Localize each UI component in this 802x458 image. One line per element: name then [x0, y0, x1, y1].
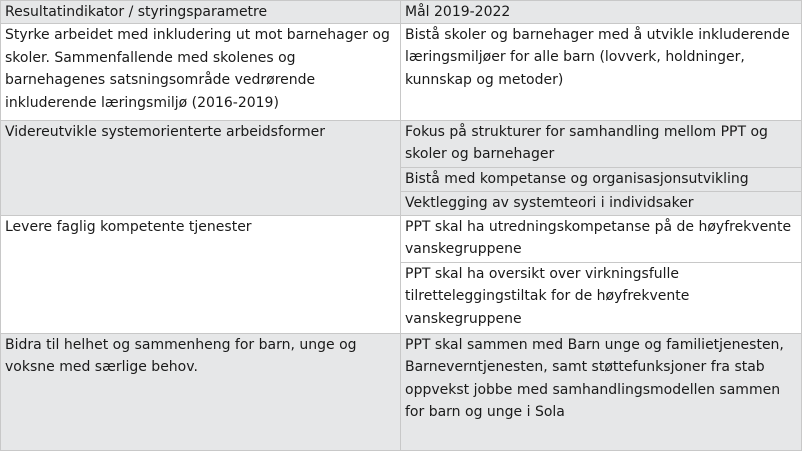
indicator-cell: Styrke arbeidet med inkludering ut mot barnehager og skoler. Sammenfallende med skolenes og barnehagenes satsningsområde vedrørende inkluderende læringsmiljø (2016-2019) — [1, 24, 401, 121]
goal-cell: PPT skal ha oversikt over virkningsfulle tilretteleggingstiltak for de høyfrekvente vanskegruppene — [401, 263, 802, 334]
goal-cell: Bistå med kompetanse og organisasjonsutvikling — [401, 168, 802, 192]
goal-cell: PPT skal ha utredningskompetanse på de høyfrekvente vanskegruppene — [401, 216, 802, 263]
table-header-row — [1, 1, 802, 24]
indicator-cell: Levere faglig kompetente tjenester — [1, 216, 401, 334]
goal-cell: Vektlegging av systemteori i individsaker — [401, 192, 802, 216]
header-indicator: Resultatindikator / styringsparametre — [1, 1, 401, 24]
table-row — [1, 24, 802, 121]
table-row — [1, 121, 802, 168]
indicator-cell: Bidra til helhet og sammenheng for barn, unge og voksne med særlige behov. — [1, 334, 401, 451]
goal-cell: PPT skal sammen med Barn unge og familietjenesten, Barneverntjenesten, samt støttefunksjoner fra stab oppvekst jobbe med samhandlingsmodellen sammen for barn og unge i Sola — [401, 334, 802, 451]
goal-cell: Bistå skoler og barnehager med å utvikle inkluderende læringsmiljøer for alle barn (lovverk, holdninger, kunnskap og metoder) — [401, 24, 802, 121]
header-goals: Mål 2019-2022 — [401, 1, 802, 24]
goal-cell: Fokus på strukturer for samhandling mellom PPT og skoler og barnehager — [401, 121, 802, 168]
indicator-cell: Videreutvikle systemorienterte arbeidsformer — [1, 121, 401, 216]
table-row — [1, 334, 802, 451]
table-row — [1, 216, 802, 263]
